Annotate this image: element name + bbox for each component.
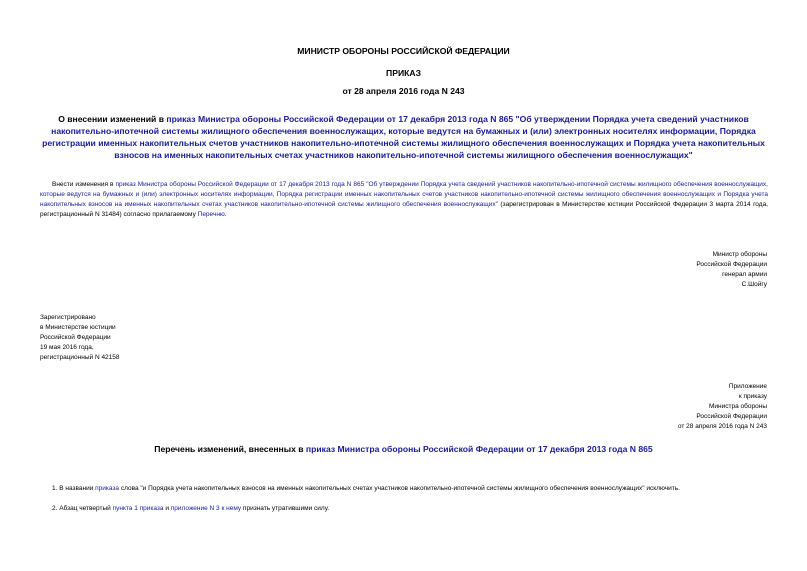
registration-line: в Министерстве юстиции <box>40 324 116 331</box>
registration-line: Зарегистрировано <box>40 314 96 321</box>
registration-block <box>40 313 120 363</box>
annex-line: к приказу <box>738 393 767 400</box>
order-body-paragraph <box>40 180 768 220</box>
body-suffix: . <box>224 211 227 218</box>
annex-line: Министра обороны <box>709 403 767 410</box>
title-order-link[interactable]: приказ Министра обороны Российской Федерации от 17 декабря 2013 года N 865 "Об утверждении Порядка учета сведений участников накопительно-ипотечной системы жилищного обеспечения военнослужащих, которые ведутся на бумажных и (или) электронных носителях информации, Порядка регистрации именных накопительных счетов участников накопительно-ипотечной системы жилищного обеспечения военнослужащих и Порядка учета накопительных взносов на именных накопительных счетах участников накопительно-ипотечной системы жилищного обеспечения военнослужащих" <box>42 114 765 160</box>
item1-prefix: 1. В названии <box>52 485 96 492</box>
item1-suffix: слова "и Порядка учета накопительных взносов на именных накопительных счетах участников накопительно-ипотечной системы жилищного обеспечения военнослужащих" исключить. <box>119 485 680 492</box>
registration-line: регистрационный N 42158 <box>40 354 120 361</box>
signature-line: С.Шойгу <box>741 281 767 288</box>
signature-line: Российской Федерации <box>696 261 767 268</box>
registration-line: 19 мая 2016 года, <box>40 344 94 351</box>
item2-prefix: 2. Абзац четвертый <box>52 505 113 512</box>
change-item-1 <box>52 484 772 494</box>
signature-block <box>696 250 767 290</box>
changes-list-title <box>0 444 807 454</box>
title-prefix: О внесении изменений в <box>58 114 167 124</box>
item2-point-link[interactable]: пункта 1 приказа <box>112 505 164 512</box>
annex-block <box>678 382 767 432</box>
list-title-order-link[interactable]: приказ Министра обороны Российской Федерации от 17 декабря 2013 года N 865 <box>305 444 653 454</box>
signature-line: генерал армии <box>722 271 767 278</box>
item2-annex-link[interactable]: приложение N 3 к нему <box>170 505 242 512</box>
change-item-2 <box>52 504 772 514</box>
order-title <box>30 113 777 161</box>
body-prefix: Внести изменения в <box>52 181 116 188</box>
item1-order-link[interactable]: приказа <box>95 485 120 492</box>
item2-suffix: признать утратившими силу. <box>241 505 330 512</box>
doc-type-heading: ПРИКАЗ <box>386 68 421 78</box>
signature-line: Министр обороны <box>712 251 767 258</box>
ministry-heading: МИНИСТР ОБОРОНЫ РОССИЙСКОЙ ФЕДЕРАЦИИ <box>297 46 510 56</box>
item2-mid: и <box>163 505 171 512</box>
annex-line: Приложение <box>728 383 767 390</box>
body-middle: (зарегистрирован в Министерстве юстиции Российской Федерации 3 марта 2014 года, регистрационный N 31484) согласно прилагаемому <box>40 201 768 218</box>
body-list-link[interactable]: Перечню <box>197 211 225 218</box>
body-order-link[interactable]: приказ Министра обороны Российской Федерации от 17 декабря 2013 года N 865 "Об утверждении Порядка учета сведений участников накопительно-ипотечной системы жилищного обеспечения военнослужащих, которые ведутся на бумажных и (или) электронных носителях информации, Порядка регистрации именных накопительных счетов участников накопительно-ипотечной системы жилищного обеспечения военнослужащих и Порядка учета накопительных взносов на именных накопительных счетах участников накопительно-ипотечной системы жилищного обеспечения военнослужащих" <box>40 181 768 208</box>
registration-line: Российской Федерации <box>40 334 111 341</box>
order-date-number: от 28 апреля 2016 года N 243 <box>342 86 465 96</box>
annex-line: от 28 апреля 2016 года N 243 <box>677 423 767 430</box>
list-title-prefix: Перечень изменений, внесенных в <box>154 444 306 454</box>
annex-line: Российской Федерации <box>696 413 767 420</box>
